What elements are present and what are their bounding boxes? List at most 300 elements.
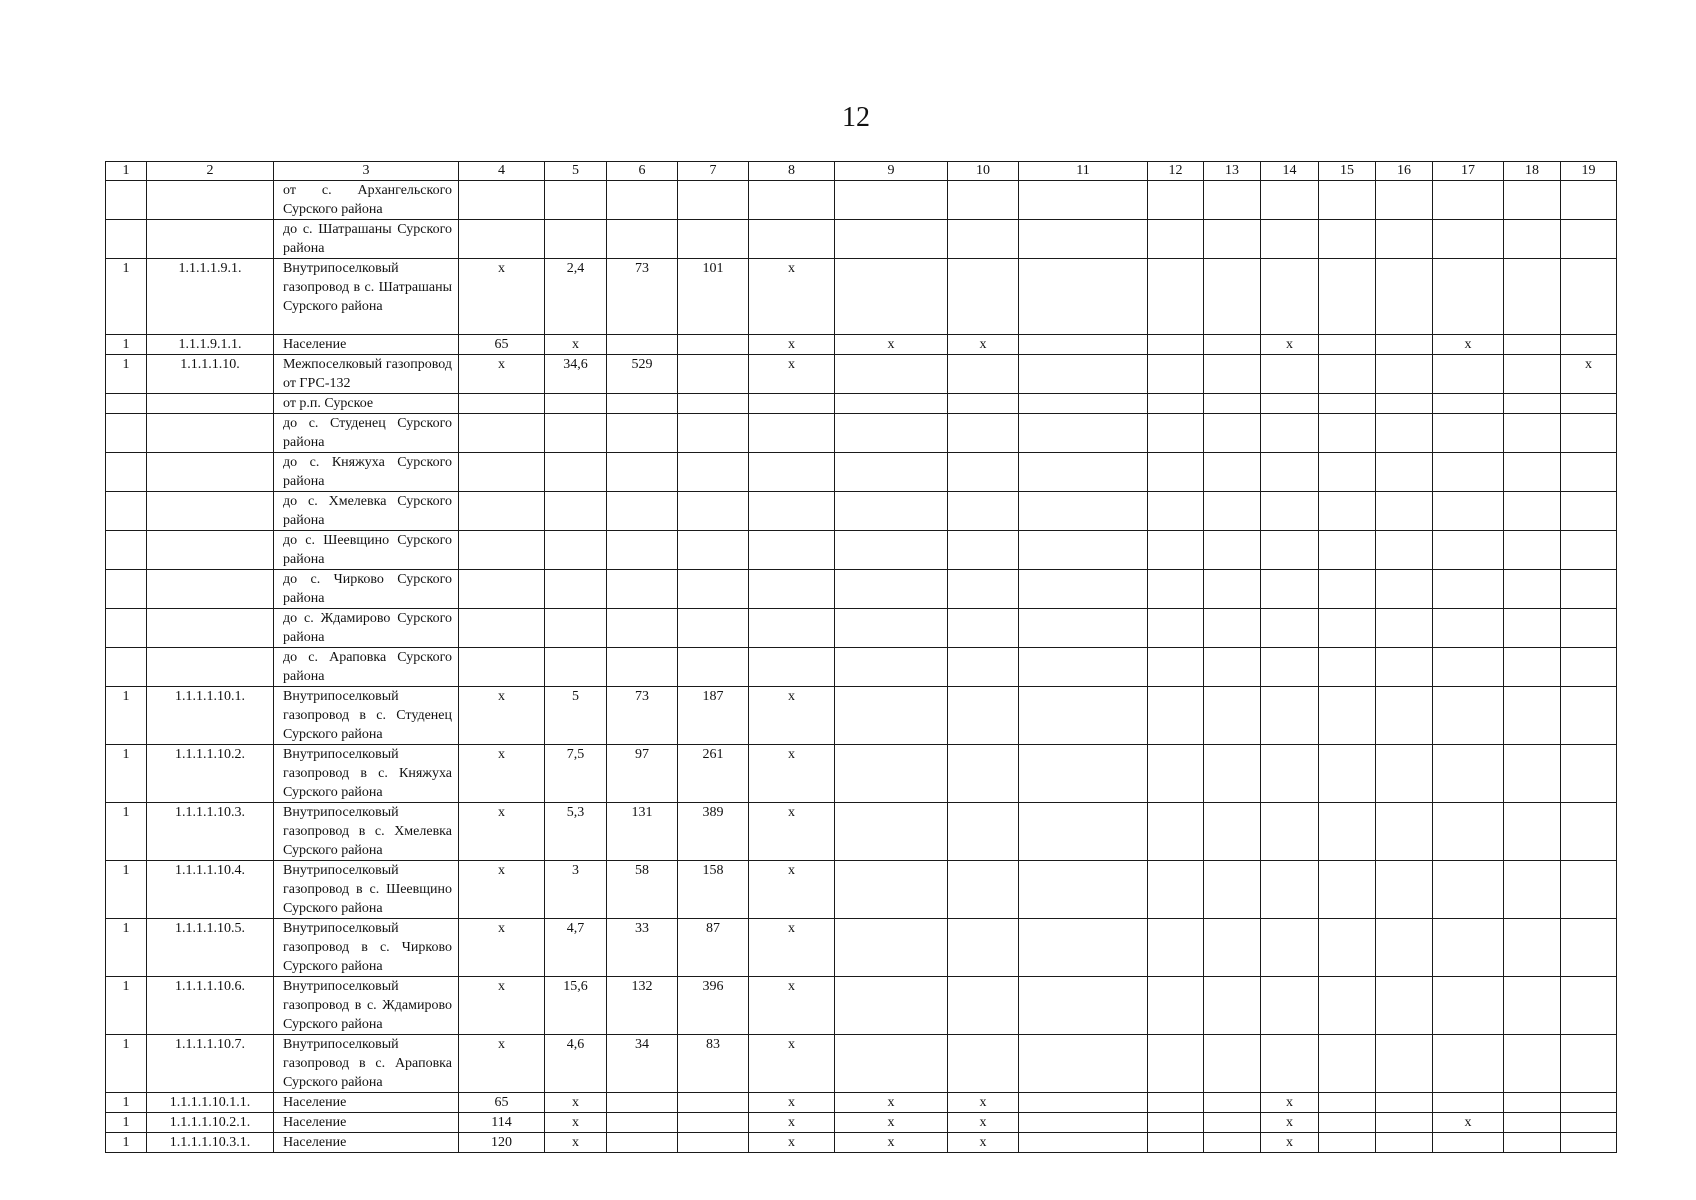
table-cell xyxy=(678,1133,749,1153)
table-cell: x xyxy=(459,861,545,919)
table-cell: x xyxy=(1261,1133,1319,1153)
table-cell xyxy=(1433,259,1504,335)
table-row xyxy=(106,977,1617,1035)
table-cell xyxy=(835,355,948,394)
row-level-cell: 1 xyxy=(106,687,147,745)
table-cell: 389 xyxy=(678,803,749,861)
row-description-cell: от р.п. Сурское xyxy=(274,394,459,414)
table-cell xyxy=(749,181,835,220)
table-cell xyxy=(1376,259,1433,335)
table-row xyxy=(106,394,1617,414)
table-cell xyxy=(1433,492,1504,531)
table-cell: 58 xyxy=(607,861,678,919)
table-cell xyxy=(1019,1133,1148,1153)
table-cell xyxy=(1561,977,1617,1035)
table-cell xyxy=(607,492,678,531)
table-cell xyxy=(1019,414,1148,453)
table-cell xyxy=(1376,492,1433,531)
table-cell xyxy=(1204,803,1261,861)
table-cell xyxy=(1561,1035,1617,1093)
table-cell xyxy=(1319,1035,1376,1093)
table-cell xyxy=(1433,453,1504,492)
table-cell: x xyxy=(749,919,835,977)
column-number-6: 6 xyxy=(607,162,678,181)
table-cell: x xyxy=(948,1113,1019,1133)
table-cell xyxy=(545,492,607,531)
column-number-10: 10 xyxy=(948,162,1019,181)
row-level-cell xyxy=(106,531,147,570)
table-cell xyxy=(1019,1113,1148,1133)
table-cell xyxy=(459,414,545,453)
row-description-cell: Население xyxy=(274,335,459,355)
table-cell: x xyxy=(1261,1093,1319,1113)
table-cell xyxy=(1019,803,1148,861)
table-cell xyxy=(1204,414,1261,453)
table-cell xyxy=(1019,335,1148,355)
table-cell xyxy=(1019,919,1148,977)
table-cell xyxy=(678,181,749,220)
table-cell xyxy=(1319,977,1376,1035)
table-cell xyxy=(1261,687,1319,745)
row-description-cell: до с. Шеевщино Сурского района xyxy=(274,531,459,570)
table-cell xyxy=(1148,687,1204,745)
row-code-cell: 1.1.1.1.10.4. xyxy=(147,861,274,919)
table-cell xyxy=(749,609,835,648)
table-cell xyxy=(1376,335,1433,355)
table-cell xyxy=(948,453,1019,492)
table-cell xyxy=(1319,609,1376,648)
table-row xyxy=(106,570,1617,609)
row-code-cell: 1.1.1.1.10.3.1. xyxy=(147,1133,274,1153)
table-cell xyxy=(1204,259,1261,335)
row-level-cell: 1 xyxy=(106,745,147,803)
row-level-cell: 1 xyxy=(106,1093,147,1113)
table-cell xyxy=(1204,335,1261,355)
table-cell: x xyxy=(459,803,545,861)
row-level-cell xyxy=(106,181,147,220)
table-row xyxy=(106,220,1617,259)
row-level-cell: 1 xyxy=(106,355,147,394)
table-cell xyxy=(1148,414,1204,453)
row-level-cell xyxy=(106,609,147,648)
table-cell xyxy=(607,181,678,220)
table-cell xyxy=(1204,648,1261,687)
table-cell xyxy=(545,609,607,648)
table-cell xyxy=(459,570,545,609)
table-cell xyxy=(1148,648,1204,687)
table-cell: 261 xyxy=(678,745,749,803)
table-cell: x xyxy=(545,335,607,355)
table-cell xyxy=(1204,609,1261,648)
row-level-cell xyxy=(106,453,147,492)
row-description-cell: до с. Ждамирово Сурского района xyxy=(274,609,459,648)
table-cell xyxy=(459,220,545,259)
table-cell xyxy=(948,531,1019,570)
table-cell xyxy=(948,919,1019,977)
table-cell xyxy=(1504,220,1561,259)
row-level-cell: 1 xyxy=(106,803,147,861)
table-cell xyxy=(545,220,607,259)
row-description-cell: до с. Княжуха Сурского района xyxy=(274,453,459,492)
table-cell xyxy=(1376,977,1433,1035)
table-cell: 15,6 xyxy=(545,977,607,1035)
table-cell xyxy=(1433,1035,1504,1093)
table-cell xyxy=(1433,919,1504,977)
table-row xyxy=(106,414,1617,453)
table-cell: x xyxy=(459,977,545,1035)
table-cell xyxy=(1433,394,1504,414)
table-cell xyxy=(1148,335,1204,355)
table-cell xyxy=(835,570,948,609)
table-cell: 2,4 xyxy=(545,259,607,335)
column-number-15: 15 xyxy=(1319,162,1376,181)
table-cell xyxy=(1204,531,1261,570)
row-description-cell: до с. Араповка Сурского района xyxy=(274,648,459,687)
table-cell xyxy=(835,414,948,453)
table-cell xyxy=(1204,745,1261,803)
table-cell xyxy=(1561,414,1617,453)
table-cell xyxy=(835,453,948,492)
table-cell xyxy=(1261,220,1319,259)
table-cell: 34,6 xyxy=(545,355,607,394)
table-cell xyxy=(1561,609,1617,648)
table-cell xyxy=(1261,259,1319,335)
table-cell xyxy=(1504,259,1561,335)
row-code-cell xyxy=(147,648,274,687)
table-row xyxy=(106,531,1617,570)
table-cell xyxy=(678,492,749,531)
row-code-cell xyxy=(147,492,274,531)
row-level-cell xyxy=(106,394,147,414)
table-cell xyxy=(678,1093,749,1113)
table-cell xyxy=(1504,745,1561,803)
table-cell xyxy=(1319,453,1376,492)
row-level-cell: 1 xyxy=(106,919,147,977)
column-number-17: 17 xyxy=(1433,162,1504,181)
table-cell xyxy=(1019,453,1148,492)
table-cell xyxy=(1376,414,1433,453)
table-cell xyxy=(835,803,948,861)
table-cell xyxy=(948,570,1019,609)
table-cell xyxy=(459,453,545,492)
table-cell: x xyxy=(459,259,545,335)
table-cell xyxy=(1019,220,1148,259)
table-cell xyxy=(607,1133,678,1153)
table-cell xyxy=(1204,220,1261,259)
row-level-cell xyxy=(106,220,147,259)
table-cell xyxy=(749,220,835,259)
table-cell xyxy=(607,648,678,687)
table-cell xyxy=(1376,1093,1433,1113)
row-level-cell xyxy=(106,570,147,609)
table-row xyxy=(106,803,1617,861)
table-cell xyxy=(835,531,948,570)
table-cell xyxy=(749,570,835,609)
table-cell xyxy=(1504,531,1561,570)
table-cell xyxy=(1561,220,1617,259)
table-cell: 114 xyxy=(459,1113,545,1133)
table-cell xyxy=(1433,181,1504,220)
table-cell: x xyxy=(749,687,835,745)
table-cell xyxy=(1019,861,1148,919)
table-cell xyxy=(1319,803,1376,861)
table-cell xyxy=(1261,453,1319,492)
table-cell xyxy=(1204,570,1261,609)
table-cell xyxy=(835,259,948,335)
table-cell xyxy=(459,181,545,220)
table-cell xyxy=(1261,492,1319,531)
table-cell xyxy=(1148,394,1204,414)
table-cell xyxy=(1376,648,1433,687)
table-cell xyxy=(1019,181,1148,220)
table-cell xyxy=(1148,492,1204,531)
table-cell xyxy=(1504,570,1561,609)
table-cell xyxy=(1504,414,1561,453)
table-cell xyxy=(459,609,545,648)
table-cell xyxy=(1148,1133,1204,1153)
column-number-4: 4 xyxy=(459,162,545,181)
row-level-cell xyxy=(106,492,147,531)
table-cell xyxy=(1376,687,1433,745)
table-cell xyxy=(835,861,948,919)
table-cell xyxy=(1504,453,1561,492)
table-cell: x xyxy=(749,803,835,861)
table-cell xyxy=(749,453,835,492)
row-description-cell: Население xyxy=(274,1113,459,1133)
table-cell xyxy=(948,648,1019,687)
table-cell xyxy=(948,181,1019,220)
table-cell xyxy=(1148,355,1204,394)
table-cell xyxy=(1261,1035,1319,1093)
table-cell xyxy=(1561,861,1617,919)
table-cell xyxy=(1019,394,1148,414)
table-cell xyxy=(459,492,545,531)
table-cell: 120 xyxy=(459,1133,545,1153)
table-cell xyxy=(1204,919,1261,977)
table-cell xyxy=(1204,861,1261,919)
table-cell xyxy=(1319,220,1376,259)
column-number-9: 9 xyxy=(835,162,948,181)
table-cell: x xyxy=(749,745,835,803)
row-code-cell xyxy=(147,609,274,648)
table-cell xyxy=(1204,394,1261,414)
row-level-cell xyxy=(106,648,147,687)
table-cell: x xyxy=(459,919,545,977)
table-cell: 396 xyxy=(678,977,749,1035)
table-cell xyxy=(1319,181,1376,220)
table-cell xyxy=(1376,355,1433,394)
row-description-cell: до с. Студенец Сурского района xyxy=(274,414,459,453)
table-cell xyxy=(948,492,1019,531)
table-cell xyxy=(1019,531,1148,570)
table-cell xyxy=(459,394,545,414)
row-description-cell: Внутрипоселковый газопровод в с. Чирково Сурского района xyxy=(274,919,459,977)
row-description-cell: Внутрипоселковый газопровод в с. Ждамирово Сурского района xyxy=(274,977,459,1035)
table-row xyxy=(106,1093,1617,1113)
table-cell xyxy=(1148,745,1204,803)
row-description-cell: Внутрипоселковый газопровод в с. Студенец Сурского района xyxy=(274,687,459,745)
table-cell xyxy=(1261,570,1319,609)
table-cell xyxy=(1433,687,1504,745)
table-cell xyxy=(1433,1093,1504,1113)
table-cell xyxy=(607,1113,678,1133)
table-cell xyxy=(1504,687,1561,745)
table-cell xyxy=(1376,531,1433,570)
table-cell xyxy=(1376,453,1433,492)
table-cell xyxy=(1019,259,1148,335)
table-cell xyxy=(1019,609,1148,648)
table-cell xyxy=(1504,1093,1561,1113)
table-cell xyxy=(1204,453,1261,492)
table-cell: x xyxy=(749,1133,835,1153)
column-number-11: 11 xyxy=(1019,162,1148,181)
table-cell: x xyxy=(459,1035,545,1093)
table-cell xyxy=(1504,919,1561,977)
table-cell xyxy=(948,220,1019,259)
table-row xyxy=(106,919,1617,977)
table-row xyxy=(106,1035,1617,1093)
row-code-cell: 1.1.1.1.10.2. xyxy=(147,745,274,803)
table-cell xyxy=(678,220,749,259)
row-code-cell: 1.1.1.1.10.6. xyxy=(147,977,274,1035)
row-code-cell xyxy=(147,570,274,609)
table-cell xyxy=(1561,531,1617,570)
table-cell: 97 xyxy=(607,745,678,803)
row-code-cell: 1.1.1.1.10.2.1. xyxy=(147,1113,274,1133)
row-code-cell xyxy=(147,414,274,453)
table-cell xyxy=(1504,394,1561,414)
table-cell xyxy=(1148,531,1204,570)
table-cell xyxy=(1433,609,1504,648)
table-cell xyxy=(607,394,678,414)
table-row xyxy=(106,181,1617,220)
table-cell: 65 xyxy=(459,335,545,355)
row-description-cell: от с. Архангельского Сурского района xyxy=(274,181,459,220)
table-row xyxy=(106,259,1617,335)
table-cell xyxy=(835,687,948,745)
table-cell xyxy=(1504,181,1561,220)
table-cell xyxy=(545,181,607,220)
table-cell xyxy=(1433,648,1504,687)
row-description-cell: Внутрипоселковый газопровод в с. Хмелевка Сурского района xyxy=(274,803,459,861)
table-cell xyxy=(1433,977,1504,1035)
table-cell: x xyxy=(948,1133,1019,1153)
table-cell xyxy=(948,1035,1019,1093)
row-code-cell xyxy=(147,181,274,220)
table-row xyxy=(106,687,1617,745)
table-cell xyxy=(1148,1035,1204,1093)
table-cell xyxy=(678,355,749,394)
table-row xyxy=(106,648,1617,687)
table-cell xyxy=(678,453,749,492)
table-cell xyxy=(1261,355,1319,394)
table-cell xyxy=(1261,414,1319,453)
table-cell: 83 xyxy=(678,1035,749,1093)
table-cell xyxy=(1376,1035,1433,1093)
table-cell xyxy=(1319,687,1376,745)
row-code-cell: 1.1.1.1.10.1.1. xyxy=(147,1093,274,1113)
row-description-cell: Внутрипоселковый газопровод в с. Шеевщино Сурского района xyxy=(274,861,459,919)
table-cell xyxy=(545,414,607,453)
table-cell: 3 xyxy=(545,861,607,919)
table-cell xyxy=(1019,648,1148,687)
table-cell xyxy=(1261,531,1319,570)
table-cell xyxy=(1376,394,1433,414)
table-cell xyxy=(1019,1035,1148,1093)
table-cell xyxy=(678,394,749,414)
table-row xyxy=(106,1133,1617,1153)
table-cell xyxy=(1319,531,1376,570)
table-cell xyxy=(1148,259,1204,335)
table-cell xyxy=(948,394,1019,414)
row-code-cell: 1.1.1.1.10.5. xyxy=(147,919,274,977)
row-level-cell: 1 xyxy=(106,1133,147,1153)
row-code-cell xyxy=(147,220,274,259)
table-cell xyxy=(1319,414,1376,453)
row-code-cell: 1.1.1.1.10.1. xyxy=(147,687,274,745)
row-description-cell: Население xyxy=(274,1093,459,1113)
table-cell xyxy=(1376,803,1433,861)
row-code-cell: 1.1.1.9.1.1. xyxy=(147,335,274,355)
table-cell xyxy=(1204,355,1261,394)
table-row xyxy=(106,453,1617,492)
table-cell xyxy=(1204,1113,1261,1133)
table-cell xyxy=(948,609,1019,648)
table-cell xyxy=(1433,355,1504,394)
table-cell: 87 xyxy=(678,919,749,977)
table-cell xyxy=(1504,977,1561,1035)
table-cell xyxy=(835,1035,948,1093)
table-cell xyxy=(1561,1093,1617,1113)
table-cell xyxy=(545,531,607,570)
table-cell: x xyxy=(948,335,1019,355)
table-cell xyxy=(607,453,678,492)
table-cell xyxy=(545,648,607,687)
table-cell xyxy=(1319,355,1376,394)
table-cell: 65 xyxy=(459,1093,545,1113)
table-cell xyxy=(835,220,948,259)
table-cell xyxy=(948,259,1019,335)
table-cell xyxy=(1261,745,1319,803)
table-cell: 529 xyxy=(607,355,678,394)
table-cell xyxy=(1148,453,1204,492)
table-row xyxy=(106,861,1617,919)
table-cell xyxy=(948,745,1019,803)
table-cell xyxy=(545,570,607,609)
table-cell xyxy=(1319,861,1376,919)
table-cell: x xyxy=(835,1093,948,1113)
table-cell xyxy=(1376,220,1433,259)
table-cell: x xyxy=(1433,335,1504,355)
column-number-5: 5 xyxy=(545,162,607,181)
table-cell xyxy=(1019,492,1148,531)
table-cell xyxy=(1319,492,1376,531)
row-code-cell: 1.1.1.1.10.3. xyxy=(147,803,274,861)
table-cell: x xyxy=(835,335,948,355)
row-code-cell xyxy=(147,394,274,414)
table-cell xyxy=(678,531,749,570)
row-level-cell: 1 xyxy=(106,1035,147,1093)
table-cell: x xyxy=(749,1035,835,1093)
table-cell xyxy=(607,414,678,453)
column-number-3: 3 xyxy=(274,162,459,181)
table-cell xyxy=(1204,977,1261,1035)
column-number-12: 12 xyxy=(1148,162,1204,181)
row-level-cell: 1 xyxy=(106,335,147,355)
table-cell: 5,3 xyxy=(545,803,607,861)
table-cell: x xyxy=(749,259,835,335)
table-row xyxy=(106,609,1617,648)
